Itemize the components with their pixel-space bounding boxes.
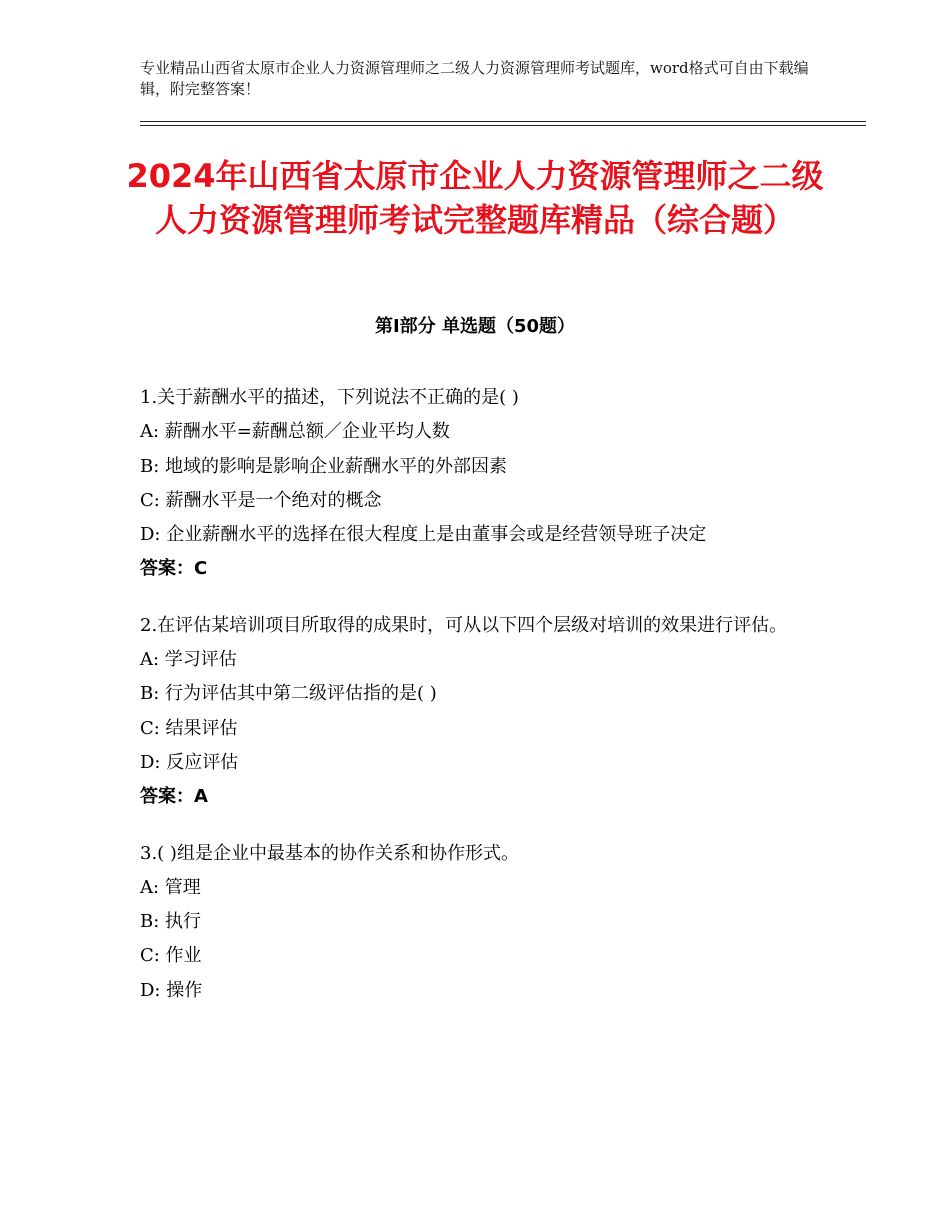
answer-text: 答案：A: [140, 786, 208, 808]
option-c: C: 结果评估: [140, 717, 238, 739]
option-d: D: 操作: [140, 979, 203, 1001]
option-a: A: 薪酬水平=薪酬总额／企业平均人数: [140, 421, 450, 443]
section-heading: 第Ⅰ部分 单选题（50题）: [374, 316, 575, 337]
question-3: [140, 837, 820, 1008]
option-d: D: 企业薪酬水平的选择在很大程度上是由董事会或是经营领导班子决定: [140, 524, 707, 546]
option-d: D: 反应评估: [140, 751, 239, 773]
option-a: A: 学习评估: [140, 649, 237, 671]
option-b: B: 地域的影响是影响企业薪酬水平的外部因素: [140, 455, 508, 477]
question-stem: 2.在评估某培训项目所取得的成果时，可从以下四个层级对培训的效果进行评估。: [140, 614, 788, 636]
option-b: B: 行为评估其中第二级评估指的是( ): [140, 683, 437, 705]
document-title: 2024年山西省太原市企业人力资源管理师之二级人力资源管理师考试完整题库精品（综合题）: [126, 157, 824, 239]
option-c: C: 薪酬水平是一个绝对的概念: [140, 489, 382, 511]
question-2: [140, 609, 820, 815]
option-c: C: 作业: [140, 945, 202, 967]
header-rule-top: [140, 121, 866, 122]
question-list: [140, 381, 820, 1030]
option-a: A: 管理: [140, 876, 201, 898]
question-stem: 1.关于薪酬水平的描述，下列说法不正确的是( ): [140, 387, 519, 408]
answer-text: 答案：C: [140, 558, 208, 580]
header-note: 专业精品山西省太原市企业人力资源管理师之二级人力资源管理师考试题库，word格式可自由下载编辑，附完整答案！: [140, 59, 809, 98]
question-1: [140, 381, 820, 587]
header-rule-bottom: [140, 125, 866, 126]
question-stem: 3.( )组是企业中最基本的协作关系和协作形式。: [140, 842, 519, 864]
option-b: B: 执行: [140, 911, 202, 933]
